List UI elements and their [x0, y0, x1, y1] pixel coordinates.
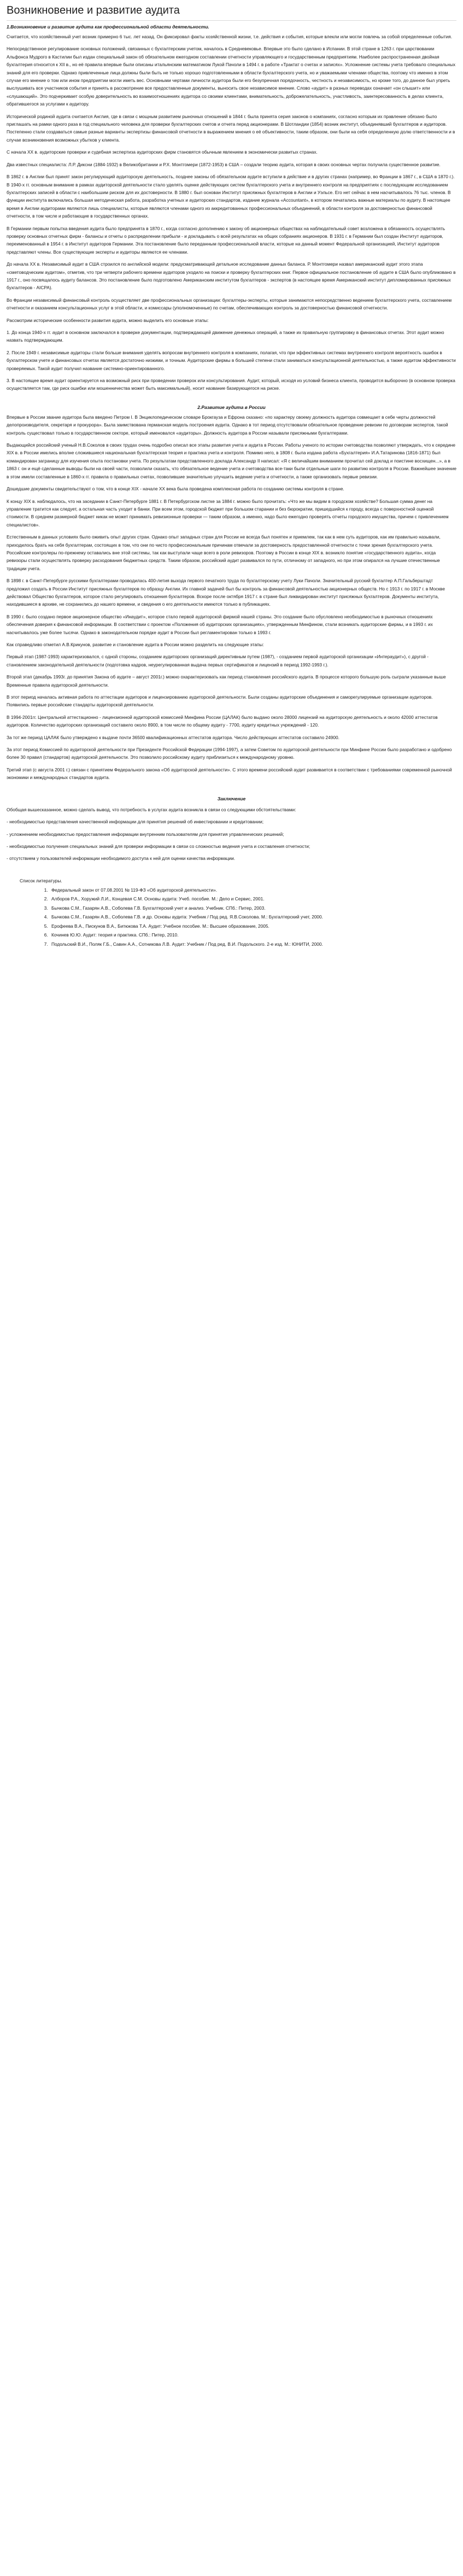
section-2-heading: 2.Развитие аудита в России — [197, 404, 266, 410]
section-2 — [7, 405, 456, 782]
paragraph: - отсутствием у пользователей информации необходимого доступа к ней для оценки качества информации. — [7, 856, 236, 862]
paragraph: - усложнением необходимостью предоставления информации внутренним пользователям для принятия управленческих решений; — [7, 831, 284, 837]
paragraph: Второй этап (декабрь 1993г. до принятия Закона об аудите – август 2001г.) можно охарактеризовать как период становления российского аудита. В процессе которого большую роль сыграли указанные выше Временные правила аудиторской деятельности. — [7, 674, 446, 688]
paragraph: Рассмотрим исторические особенности развития аудита, можно выделить его основные этапы: — [7, 317, 209, 323]
paragraph: Непосредственное регулирование основных положений, связанных с бухгалтерским учетом, началось в Средневековье. Впервые это было сделано в Испании. В этой стране в 1263 г. при царствовании Альфонса Мудрого в Кастилии был издан специальный закон об обязательном ежегодном составлении отчетности управляющего и государственным предприятиям. Наиболее распространенная двойная бухгалтерия относится к XII в., но её правила впервые были описаны итальянским математиком Лукой Пачоли в 1494 г. в работе «Трактат о счетах и записях». Усложнение системы учета требовало специальных знаний для его проверки. Однако привлеченные лица должны были быть не только хорошо подготовленными в области бухгалтерского учета, но и уважаемыми членами общества, поэтому что именно в этом случае его мнение о том или ином предприятии могли иметь вес. Основными чертами личности аудитора были его безупречная порядочность, честность и независимость, но кроме того, до данное был упреть выслушивать все участников события и принять в рассмотрение все предоставленные документы, выносить свое независимое мнение. Слово «аудит» в разных переводах означает «он слышит» или «слушающий». Это подчеркивает особую доверительность во взаимоотношениях аудитора со своими клиентами, внимательность, доброжелательность, участливость, заинтересованность в делах клиента, обратившегося за услугами к аудитору. — [7, 46, 456, 107]
paragraph: В этот период началась активная работа по аттестации аудиторов и лицензированию аудиторской деятельности. Были созданы аудиторские объединения и саморегулируемые организации аудиторов. Появились первые российские стандарты аудиторской деятельности. — [7, 694, 433, 708]
paragraph: 1. До конца 1940-х гг. аудит в основном заключался в проверке документации, подтверждающей движение денежных операций, а также их правильную группировку в финансовых отчетах. Этот аудит можно назвать подтверждающим. — [7, 330, 444, 343]
paragraph: Считается, что хозяйственный учет возник примерно 6 тыс. лет назад. Он фиксировал факты хозяйственной жизни, т.е. действия и события, которые влекли или могли повлечь за собой определенные события. — [7, 34, 453, 39]
references-title: Список литературы. — [20, 877, 62, 883]
paragraph: До начала XX в. Независимый аудит в США строился по английской модели: предусматривающей детальное исследование данных баланса. Р. Монтгомери назвал американский аудит этого этапа «сметоводческим аудитом», отметив, что три четверти рабочего времени аудиторов уходило на поиски и проверку бухгалтерских книг. Первое официальное постановление об аудите в США было опубликовано в 1917 г., оно посвящалось аудиту балансов. Это постановление было подготовлено Американским институтом бухгалтеров - экспертов (в настоящее время Американский институт дипломированных присяжных бухгалтеров - AICPA). — [7, 261, 456, 291]
page-title: Возникновение и развитие аудита — [7, 4, 456, 21]
paragraph: - необходимостью получения специальных знаний для проверки информации в связи со сложностью ведения учета и составления отчетности; — [7, 843, 310, 849]
reference-item: 7. Подольский В.И., Поляк Г.Б., Савин А.А., Сотникова Л.В. Аудит: Учебник / Под ред. В.И. Подольского. 2-е изд. М.: ЮНИТИ, 2000. — [49, 941, 456, 949]
paragraph: За тот же период ЦАЛАК было утверждено к выдаче почти 36500 квалификационных аттестатов аудитора. Число действующих аттестатов составило 24900. — [7, 734, 339, 740]
section-1-heading: 1.Возникновение и развитие аудита как профессиональной области деятельности. — [7, 24, 209, 30]
conclusion-heading: Заключение — [217, 795, 246, 801]
paragraph: - необходимостью представления качественной информации для принятия решений об инвестировании и кредитовании; — [7, 819, 264, 825]
paragraph: Естественным в данных условиях было оживить опыт других стран. Однако опыт западных стран для России не всегда был понятен и приемлем, так как в нем суть аудиторов, как им правильно называли, приходилось брать на себя бухгалтерам, состоящих в том, что они по чисто профессиональным причинам отвечали за достоверность предоставленной отчетности с точки зрения бухгалтерского учета. Российские контролеры по-прежнему оставались вне этой системы, так как выступали чаще всего в роли ревизоров. Поэтому в России в конце XIX в. возникло понятие «государственного аудита», когда ревизоры стали осуществлять проверку расходования бюджетных средств. Таким образом, российский аудит развивался по пути, отличному от западного, но при этом опирался на лучшие отечественные традиции учета. — [7, 534, 441, 571]
reference-item: 4. Бычкова С.М., Газарян А.В., Соболева Г.В. и др. Основы аудита: Учебник / Под ред. Я.В.Соколова. М.: Бухгалтерский учет, 2000. — [49, 914, 456, 921]
paragraph: Впервые в России звание аудитора была введено Петром I. В Энциклопедическом словаре Брокгауза и Ефрона сказано: «по характеру своему должность аудитора совмещает в себе черты должностей делопроизводителя, секретаря и прокурора». Была заимствована германская модель построения аудита. Однако в тот период отсутствовали обязательное проведение ревизии по договорам экспертов, такой контроль существовал только в государственном секторе, который именовался «аудиторы». Должность аудитора в России называли присяжными бухгалтерами. — [7, 414, 448, 436]
document-page — [0, 0, 463, 957]
conclusion — [7, 796, 456, 863]
paragraph: Дошедшие документы свидетельствуют о том, что в конце XIX - начале XX века была проведена комплексная работа по созданию системы контроля в стране. — [7, 486, 344, 492]
paragraph: 2. После 1949 г. независимые аудиторы стали больше внимания уделять вопросам внутреннего контроля в компаниях, полагая, что при эффективных системах внутреннего контроля вероятность ошибок в бухгалтерском учете и финансовых отчетах является достаточно низкими, и точным. Аудиторские фирмы в большей степени стали заниматься консультационной деятельностью, а также аудитом эффективности проверяемых. Такой аудит получил название системно-ориентированного. — [7, 349, 456, 371]
reference-item: 3. Бычкова С.М., Газарян А.В., Соболева Г.В. Бухгалтерский учет и анализ. Учебник. СПб.: Питер, 2003. — [49, 905, 456, 912]
paragraph: С начала XX в. аудиторские проверки и судебная экспертиза аудиторских фирм становятся обычным явлением в экономически развитых странах. — [7, 149, 318, 155]
paragraph: В 1994-2001гг. Центральной аттестационно - лицензионной аудиторской комиссией Минфина России (ЦАЛАК) было выдано около 28000 лицензий на аудиторскую деятельность и около 42000 аттестатов аудиторов. Количество аудиторских организаций составило около 8900, в том числе по общему аудиту - 7700, аудиту кредитных учреждений - 120. — [7, 714, 438, 728]
section-1 — [7, 24, 456, 393]
reference-item: 6. Кочинев Ю.Ю. Аудит: теория и практика. СПб.: Питер, 2010. — [49, 932, 456, 939]
paragraph: В 1990 г. было создано первое акционерное общество «Инаудит», которое стало первой аудиторской фирмой нашей страны. Это создание было обусловлено необходимостью в рыночных отношениях обеспечения доверия к финансовой информации. В соответствии с проектом «Положения об аудиторских организациях», утвержденным Минфином, стали возникать аудиторские фирмы, и в 1993 г. их насчитывалось уже более тысячи. Однако в законодательном порядке аудит в России был регламентирован только в 1993 г. — [7, 613, 433, 635]
paragraph: Во Франции независимый финансовый контроль осуществляет две профессиональных организации: бухгалтеры-эксперты, которые занимаются непосредственно ведением бухгалтерского учета, составлением отчетности и оказанием консультационных услуг в этой области, и комиссары (уполномоченные) по счетам, обеспечивающих контроль за достоверностью финансовой отчетности. — [7, 297, 452, 311]
references-list — [49, 887, 456, 949]
paragraph: В Германии первым попытка введения аудита было предпринята в 1870 г., когда согласно дополнению к закону об акционерных обществах на наблюдательный совет возложена в обязанность осуществлять проверку основных отчетных фирм - балансы и отчеты о распределении прибыли - и докладывать о всей результатах на общих собраниях акционеров. В 1931 г. в Германии был создан Институт аудиторов, переименованный в 1954 г. в Институт аудиторов Германии. Эта постановление было переданным профессиональной власти, которые на данный момент Федеральной организацией, Институт аудиторов представляют члены. Все существующие эксперты и аудиторы являются ее членами. — [7, 225, 446, 255]
paragraph: К концу XIX в. наблюдалось, что на заседании в Санкт-Петербурге 1881 г. В Петербургском листке за 1884 г. можно было прочитать: «Что же мы видим в городском хозяйстве? Большая сумма денег на управление тратится как следует, а остальная часть уходит в банки. При всем этом, городской бюджет при большом старании и без бюрократии, пришедшийся к городу, всегда с поверхностной оценкой стоимости. В среднем размерной бюджет никак не может принимать ревизионные проверки — таким образом, а именно, надо было ежегодно проверять отчеты городского имущества, причем с привлечением специалистов». — [7, 498, 449, 528]
paragraph: Обобщая вышесказанное, можно сделать вывод, что потребность в услугах аудита возникла в связи со следующими обстоятельствами: — [7, 806, 296, 812]
reference-item: 2. Алборов Р.А., Хоружий Л.И., Концевая С.М. Основы аудита: Учеб. пособие. М.: Дело и Сервис, 2001. — [49, 895, 456, 903]
paragraph: За этот период Комиссией по аудиторской деятельности при Президенте Российской Федерации (1994-1997), а затем Советом по аудиторской деятельности при Минфине России было разработано и одобрено более 30 правил (стандартов) аудиторской деятельности. Это позволило российскому аудиту приблизиться к международному уровню. — [7, 747, 452, 760]
paragraph: Первый этап (1987-1993) характеризовался, с одной стороны, созданием аудиторских организаций директивным путем (1987), - созданием первой аудиторской организации «Интераудит»), с другой - становлением законодательной деятельности (подготовка кадров, неурегулированная выдача первых сертификатов и лицензий в период 1992-1993 г.). — [7, 654, 429, 668]
paragraph: Третий этап (с августа 2001 г.) связан с принятием Федерального закона «Об аудиторской деятельности». С этого времени российский аудит развивается в соответствии с требованиями современной рыночной экономики и международных стандартов аудита. — [7, 766, 452, 781]
reference-item: 1. Федеральный закон от 07.08.2001 № 119-ФЗ «Об аудиторской деятельности». — [49, 887, 456, 894]
paragraph: Как справедливо отметил А.В.Крикунов, развитие и становление аудита в России можно разделить на следующие этапы: — [7, 642, 264, 647]
paragraph: Два известных специалиста: Л.Р. Диксни (1884-1932) в Великобритании и Р.Х. Монтгомери (1872-1953) в США – создали теорию аудита, которая в своих основных чертах получила существенное развитие. — [7, 161, 441, 167]
reference-item: 5. Ерофеева В.А., Пискунов В.А., Битюкова Т.А. Аудит: Учебное пособие. М.: Высшее образование, 2005. — [49, 923, 456, 930]
paragraph: Выдающийся российский ученый Н.В.Соколов в своих трудах очень подробно описал все этапы развития учета и аудита в России. Работы ученого по истории счетоводства позволяют утверждать, что к середине XIX в. в России имелись вполне сложившиеся национальная бухгалтерская теория и практика учета и контроля. Помимо него, в 1808 г. была издана работа «Бухгалтерия» И.А.Татаринова (1816-1871) был командирован заграницу для изучения опыта постановки учета. По результатам представленного доклада Александр II написал: «Я с величайшим вниманием прочитал сей доклад и поистине восхищен...», а в 1863 г. он и ещё сделанные выводы были на своей части, позволили сказать, что обязательное ведение учета и счетоводства все-таки были отдельные шаги по развитию контроля в России. Важнейшее значение в этом имели составленные в 1860-х гг. правила о правильных счетах, позволившие значительно улучшить ведение учета и отчетности, а также организовать первые ревизии. — [7, 442, 456, 479]
references — [7, 878, 456, 949]
paragraph: 3. В настоящее время аудит ориентируется на возможный риск при проведении проверок или консультирования. Аудит, который, исходя из условий бизнеса клиента, проводится выборочно (в основном проверка осуществляется там, где риск ошибки или мошенничества может быть максимальный), носит название базирующегося на риске. — [7, 378, 455, 391]
paragraph: В 1898 г. в Санкт-Петербурге русскими бухгалтерами проводилась 400-летия выхода первого печатного труда по бухгалтерскому учету Луки Пачоли. Значительный русский бухгалтер А.П.Гальберштадт предложил создать в России Институт присяжных бухгалтеров по образцу Англии. Их главной задачей был бы контроль за финансовой деятельностью акционерных обществ. Но с 1913 г. по 1917 г. в Москве действовал Общество бухгалтеров, которое стало регулировать отношения бухгалтеров. Вскоре после октября 1917 г. в стране был ликвидирован институт присяжных бухгалтеров. Документы института, находившиеся в архиве, не сохранились до нашего времени, и сведения о его деятельности имеются только в публикациях. — [7, 578, 445, 607]
paragraph: Исторической родиной аудита считается Англия, где в связи с мощным развитием рыночных отношений в 1844 г. была принята серия законов о компаниях, согласно которым их правление обязано было приглашать на рамки одного раза в год специального человека для проверки бухгалтерских счетов и отчета перед акционерами. В Шотландии (1854) возник институт, объединявший бухгалтеров и аудиторов. Постепенно стали создаваться самые разные варианты экспертизы финансовой отчетности в выражением мнения о её объективности, таким образом, они были на себя определенную долю ответственности и в случае возникновения возможных убытков у клиента. — [7, 113, 455, 143]
paragraph: В 1862 г. в Англии был принят закон регулирующий аудиторскую деятельность, позднее законы об обязательном аудите вступили в действие и в других странах (например, во Франции в 1867 г., в США в 1870 г.). В 1940-х гг. основным внимание в рамках аудиторской деятельности стало уделять оценке действующих систем бухгалтерского учета и внутреннего контроля на предприятиях с последующим исследованием бухгалтерских записей в области с наибольшим риском для их достоверности. В 1880 г. был основан Институт присяжных бухгалтеров в Англии и Уэльсе. Его нет сейчас в нем насчитывалось 76 тыс. членов. В функции института включались большая методическая работа, разработка учетных и аудиторских стандартов, издание журнала «Accountant», в котором печатались важные материалы по аудиту. В настоящее время в Англии аудиторами являются лишь специалисты, которые являются членами одного из аккредитованных профессиональных объединений, в области контроля за достоверностью финансовой отчетности, в том числе и работающие в государственных органах. — [7, 174, 455, 219]
